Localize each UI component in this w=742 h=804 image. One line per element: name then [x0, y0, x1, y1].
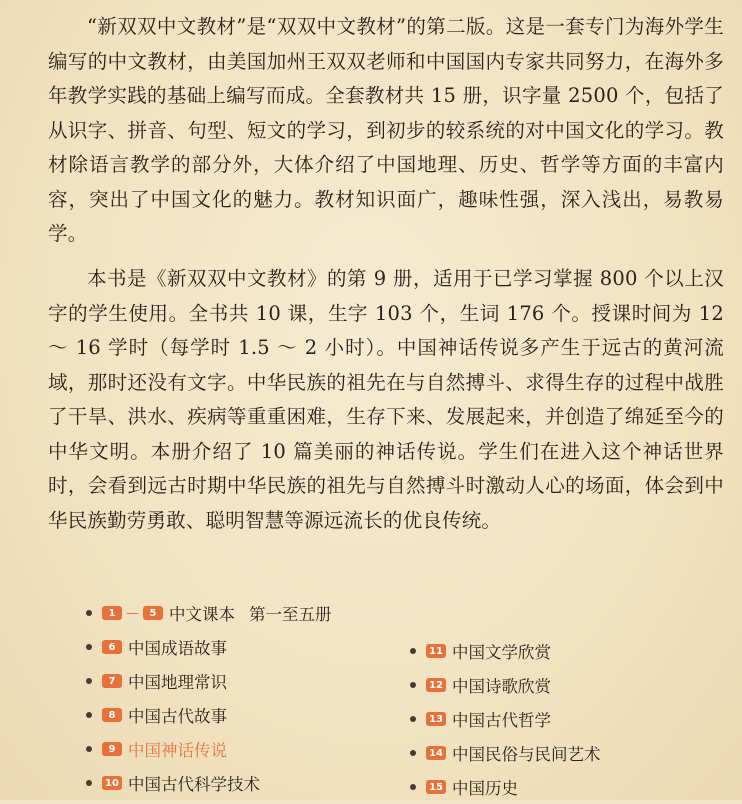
- series-item-14: [410, 736, 601, 770]
- bullet-icon: [410, 648, 416, 654]
- series-item-11: [410, 634, 601, 668]
- volume-badge: 8: [102, 708, 122, 722]
- series-item-7: [86, 664, 332, 698]
- series-item-label: 中国诗歌欣赏: [452, 677, 551, 696]
- volume-badge: 7: [102, 674, 122, 688]
- intro-paragraph-1: “新双双中文教材”是“双双中文教材”的第二版。这是一套专门为海外学生编写的中文教材，由美国加州王双双老师和中国国内专家共同努力，在海外多年教学实践的基础上编写而成。全套教材共 15 册，识字量 2500 个，包括了从识字、拼音、句型、短文的学习，到初步的较系统的对中国文化的学习。教材除语言教学的部分外，大体介绍了中国地理、历史、哲学等方面的丰富内容，突出了中国文化的魅力。教材知识面广，趣味性强，深入浅出，易教易学。: [48, 15, 724, 245]
- bullet-icon: [86, 644, 92, 650]
- bullet-icon: [86, 610, 92, 616]
- bullet-icon: [410, 682, 416, 688]
- volume-badge: 14: [426, 746, 446, 760]
- series-list-right: [410, 634, 601, 804]
- volume-badge: 9: [102, 742, 122, 756]
- range-dash: —: [126, 605, 139, 621]
- volume-badge: 10: [102, 776, 122, 790]
- bullet-icon: [86, 678, 92, 684]
- volume-badge: 15: [426, 780, 446, 794]
- series-item-13: [410, 702, 601, 736]
- bullet-icon: [86, 712, 92, 718]
- series-item-note: 第一至五册: [249, 605, 332, 624]
- series-item-12: [410, 668, 601, 702]
- series-item-label: 中国民俗与民间艺术: [452, 745, 601, 764]
- series-item-1-5: [86, 596, 332, 630]
- series-item-8: [86, 698, 332, 732]
- series-item-label: 中文课本: [169, 605, 235, 624]
- series-item-label: 中国古代科学技术: [128, 775, 260, 794]
- series-item-label: 中国地理常识: [128, 673, 227, 692]
- bullet-icon: [410, 750, 416, 756]
- bullet-icon: [86, 746, 92, 752]
- series-list-left: [86, 596, 332, 800]
- series-item-9-current: [86, 732, 332, 766]
- series-item-label: 中国古代哲学: [452, 711, 551, 730]
- series-item-label: 中国历史: [452, 779, 518, 798]
- volume-badge: 13: [426, 712, 446, 726]
- series-item-15: [410, 770, 601, 804]
- intro-paragraph-2: 本书是《新双双中文教材》的第 9 册，适用于已学习掌握 800 个以上汉字的学生使用。全书共 10 课，生字 103 个，生词 176 个。授课时间为 12 ～ 16 学时（每学时 1.5 ～ 2 小时）。中国神话传说多产生于远古的黄河流域，那时还没有文字。中华民族的祖先在与自然搏斗、求得生存的过程中战胜了干旱、洪水、疾病等重重困难，生存下来、发展起来，并创造了绵延至今的中华文明。本册介绍了 10 篇美丽的神话传说。学生们在进入这个神话世界时，会看到远古时期中华民族的祖先与自然搏斗时激动人心的场面，体会到中华民族勤劳勇敢、聪明智慧等源远流长的优良传统。: [48, 267, 724, 532]
- volume-badge: 11: [426, 644, 446, 658]
- series-item-label: 中国成语故事: [128, 639, 227, 658]
- series-item-6: [86, 630, 332, 664]
- bullet-icon: [86, 780, 92, 786]
- volume-badge: 12: [426, 678, 446, 692]
- series-item-10: [86, 766, 332, 800]
- volume-badge: 5: [143, 606, 163, 620]
- bullet-icon: [410, 716, 416, 722]
- series-item-label: 中国古代故事: [128, 707, 227, 726]
- volume-badge: 6: [102, 640, 122, 654]
- bullet-icon: [410, 784, 416, 790]
- series-item-label: 中国文学欣赏: [452, 643, 551, 662]
- series-list: [0, 596, 742, 800]
- volume-badge: 1: [102, 606, 122, 620]
- series-item-label: 中国神话传说: [128, 741, 227, 760]
